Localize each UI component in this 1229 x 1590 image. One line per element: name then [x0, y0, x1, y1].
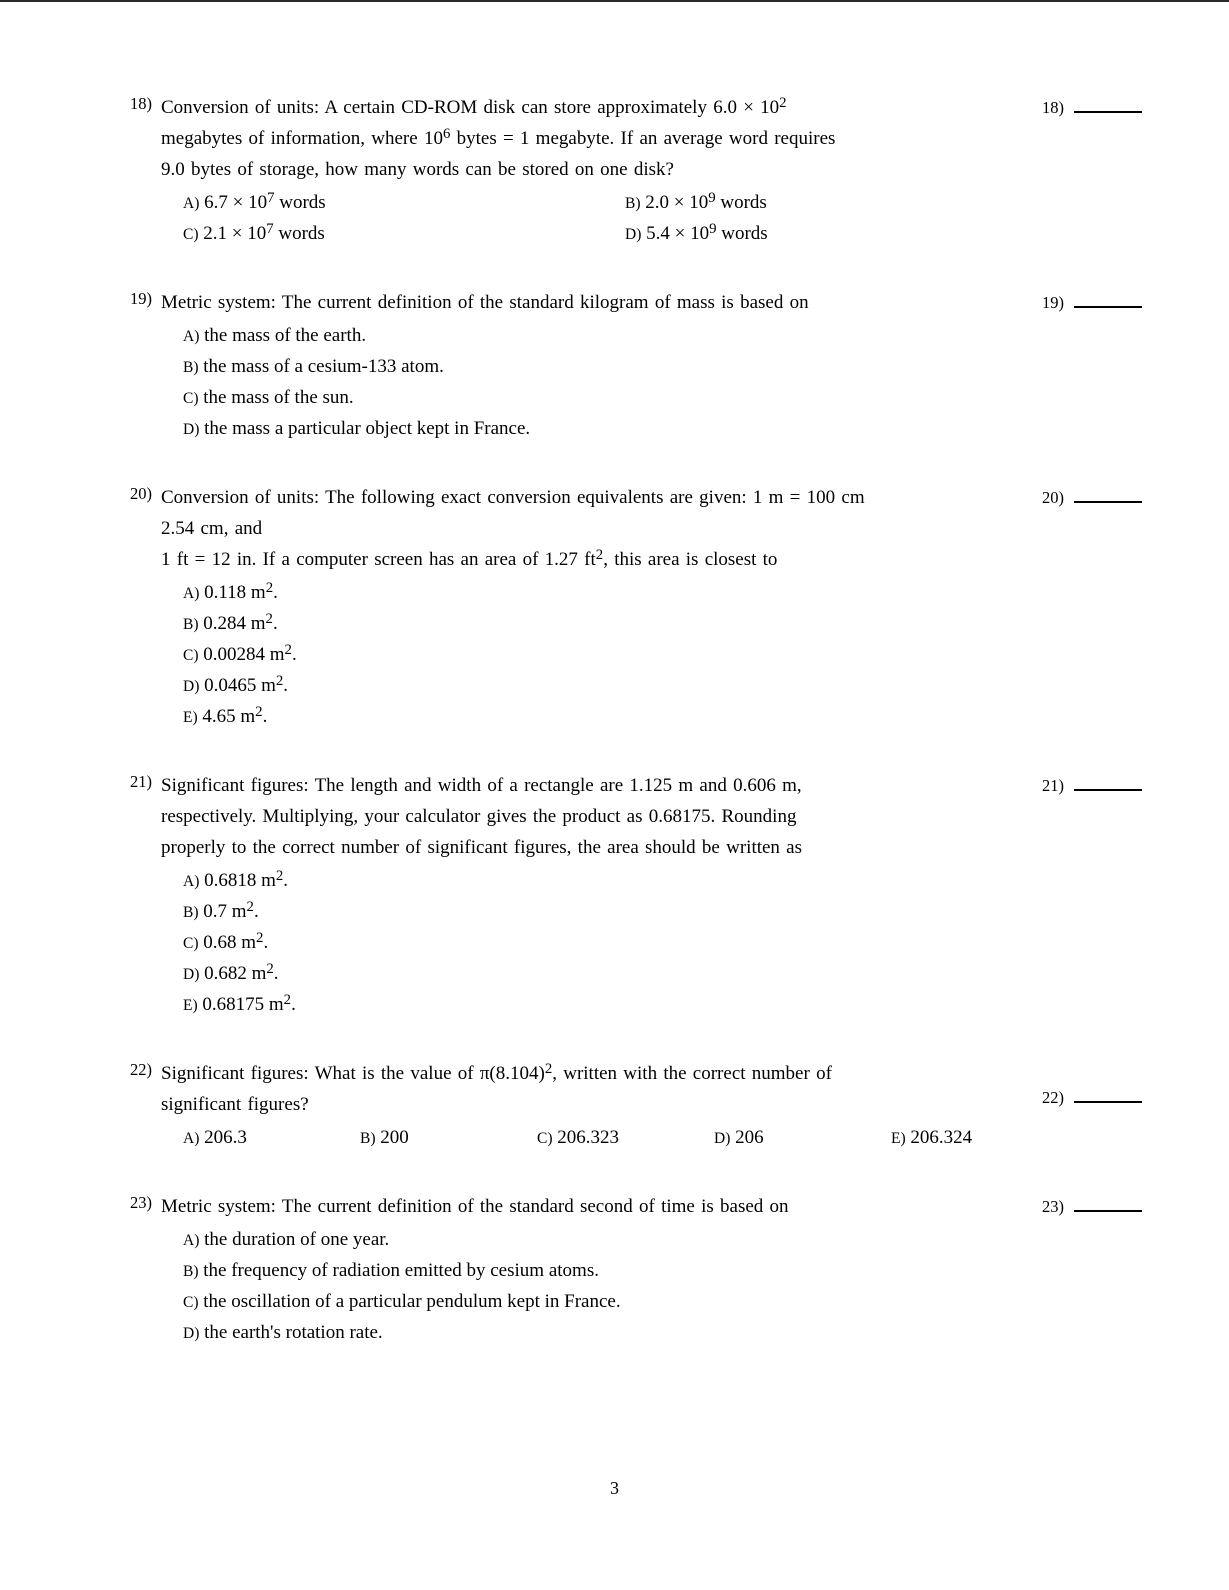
question-number: 18): [130, 94, 152, 113]
option-text: 0.118 $m^2$.: [204, 580, 278, 603]
option-label: E): [891, 1130, 906, 1147]
answer-label: 23): [1042, 1197, 1064, 1216]
question-text-line: 1 ft = 12 in. If a computer screen has an area of 1.27 $ft^2$, this area is closest to: [161, 547, 778, 570]
option-text: 0.284 $m^2$.: [203, 611, 278, 634]
option-text: 0.6818 $m^2$.: [204, 868, 289, 891]
question-23: [130, 1191, 1142, 1349]
option-e: [183, 702, 1142, 733]
option-label: A): [183, 328, 200, 345]
answer-blank-21: [1042, 772, 1142, 797]
option-text: 0.68175 $m^2$.: [202, 992, 296, 1015]
option-text: 0.682 $m^2$.: [204, 961, 279, 984]
option-text: 206.3: [204, 1127, 247, 1148]
answer-label: 21): [1042, 776, 1064, 795]
option-text: the mass of a cesium-133 atom.: [203, 356, 444, 377]
option-label: B): [360, 1130, 376, 1147]
option-label: B): [183, 904, 199, 921]
option-a: [183, 1123, 360, 1154]
option-label: B): [183, 1263, 199, 1280]
option-d: [714, 1123, 891, 1154]
answer-label: 19): [1042, 293, 1064, 312]
option-c: [183, 1287, 1142, 1318]
question-text-line: Conversion of units: A certain CD-ROM disk can store approximately $6.0 \times 10^2$: [161, 95, 787, 118]
option-text: the frequency of radiation emitted by cesium atoms.: [203, 1260, 599, 1281]
options-list: [130, 1123, 1142, 1154]
question-text: [161, 1191, 1142, 1222]
question-text: [161, 770, 1142, 863]
option-label: A): [183, 873, 200, 890]
option-d: [625, 219, 1142, 250]
answer-label: 20): [1042, 488, 1064, 507]
options-list: [130, 866, 1142, 1021]
question-text-line: 2.54 cm, and: [161, 518, 263, 539]
option-a: [183, 321, 1142, 352]
question-number: 22): [130, 1060, 152, 1079]
answer-blank-20: [1042, 484, 1142, 509]
option-text: $2.1 \times 10^7$ words: [203, 221, 325, 244]
page-number: 3: [610, 1478, 619, 1498]
answer-line: [1074, 1193, 1142, 1212]
question-text-line: megabytes of information, where $10^6$ bytes = 1 megabyte. If an average word requires: [161, 126, 836, 149]
option-label: D): [183, 421, 200, 438]
question-number: 19): [130, 289, 152, 308]
option-text: 0.0465 $m^2$.: [204, 673, 289, 696]
option-d: [183, 959, 1142, 990]
option-label: C): [537, 1130, 553, 1147]
option-b: [183, 609, 1142, 640]
option-label: C): [183, 647, 199, 664]
option-label: D): [183, 678, 200, 695]
question-text-line: Metric system: The current definition of the standard kilogram of mass is based on: [161, 292, 809, 313]
question-number: 20): [130, 484, 152, 503]
option-label: A): [183, 195, 200, 212]
option-c: [183, 640, 1142, 671]
option-label: B): [183, 359, 199, 376]
option-a: [183, 866, 1142, 897]
option-text: $2.0 \times 10^9$ words: [645, 190, 767, 213]
question-text: [161, 1058, 1142, 1120]
option-label: D): [714, 1130, 731, 1147]
question-text: [161, 92, 1142, 185]
option-text: 0.7 $m^2$.: [203, 899, 259, 922]
question-text-line: Significant figures: The length and width of a rectangle are 1.125 m and 0.606 m,: [161, 775, 802, 796]
option-label: D): [183, 966, 200, 983]
option-b: [183, 352, 1142, 383]
option-label: A): [183, 1130, 200, 1147]
option-c: [183, 928, 1142, 959]
option-label: C): [183, 226, 199, 243]
options-list: [130, 578, 1142, 733]
option-c: [183, 219, 625, 250]
question-number: 21): [130, 772, 152, 791]
option-b: [625, 188, 1142, 219]
answer-blank-19: [1042, 289, 1142, 314]
option-a: [183, 578, 1142, 609]
option-label: E): [183, 997, 198, 1014]
option-a: [183, 1225, 1142, 1256]
option-text: 0.00284 $m^2$.: [203, 642, 297, 665]
answer-label: 18): [1042, 98, 1064, 117]
option-text: 200: [380, 1127, 409, 1148]
option-text: the mass of the earth.: [204, 325, 367, 346]
option-label: D): [625, 226, 642, 243]
question-19: [130, 287, 1142, 445]
answer-line: [1074, 772, 1142, 791]
answer-line: [1074, 289, 1142, 308]
page-top-border: [0, 0, 1229, 2]
option-b: [360, 1123, 537, 1154]
answer-blank-22: [1042, 1084, 1142, 1109]
answer-label: 22): [1042, 1088, 1064, 1107]
option-text: 206.324: [910, 1127, 973, 1148]
option-a: [183, 188, 625, 219]
question-21: [130, 770, 1142, 1021]
question-20: [130, 482, 1142, 733]
question-text-line: Conversion of units: The following exact conversion equivalents are given: 1 m = 100 cm: [161, 487, 865, 508]
answer-blank-18: [1042, 94, 1142, 119]
options-list: [130, 188, 1142, 250]
option-e: [891, 1123, 972, 1154]
answer-blank-23: [1042, 1193, 1142, 1218]
option-d: [183, 1318, 1142, 1349]
question-22: [130, 1058, 1142, 1154]
answer-line: [1074, 1084, 1142, 1103]
option-label: C): [183, 390, 199, 407]
option-label: A): [183, 1232, 200, 1249]
option-label: C): [183, 1294, 199, 1311]
option-text: 4.65 $m^2$.: [202, 704, 268, 727]
option-b: [183, 897, 1142, 928]
question-text: [161, 482, 1142, 575]
option-label: D): [183, 1325, 200, 1342]
question-text-line: 9.0 bytes of storage, how many words can be stored on one disk?: [161, 159, 674, 180]
test-page: [130, 92, 1142, 1386]
option-label: B): [183, 616, 199, 633]
option-label: A): [183, 585, 200, 602]
options-list: [130, 1225, 1142, 1349]
option-c: [537, 1123, 714, 1154]
option-label: C): [183, 935, 199, 952]
answer-line: [1074, 94, 1142, 113]
question-text-line: Metric system: The current definition of the standard second of time is based on: [161, 1196, 789, 1217]
question-number: 23): [130, 1193, 152, 1212]
question-text-line: properly to the correct number of significant figures, the area should be written as: [161, 837, 803, 858]
option-text: the mass a particular object kept in France.: [204, 418, 531, 439]
question-18: [130, 92, 1142, 250]
question-text-line: Significant figures: What is the value of $\pi(8.104)^2$, written with the correct number of: [161, 1061, 832, 1084]
option-e: [183, 990, 1142, 1021]
option-text: 206.323: [557, 1127, 619, 1148]
option-text: 0.68 $m^2$.: [203, 930, 269, 953]
option-text: 206: [735, 1127, 764, 1148]
question-text-line: respectively. Multiplying, your calculator gives the product as 0.68175. Rounding: [161, 806, 797, 827]
option-text: the oscillation of a particular pendulum kept in France.: [203, 1291, 621, 1312]
option-text: $5.4 \times 10^9$ words: [646, 221, 768, 244]
option-text: the duration of one year.: [204, 1229, 390, 1250]
option-label: E): [183, 709, 198, 726]
option-c: [183, 383, 1142, 414]
option-text: the mass of the sun.: [203, 387, 354, 408]
question-text-line: significant figures?: [161, 1094, 309, 1115]
option-text: the earth's rotation rate.: [204, 1322, 383, 1343]
options-list: [130, 321, 1142, 445]
option-label: B): [625, 195, 641, 212]
question-text: [161, 287, 1142, 318]
option-text: $6.7 \times 10^7$ words: [204, 190, 326, 213]
option-d: [183, 671, 1142, 702]
option-b: [183, 1256, 1142, 1287]
answer-line: [1074, 484, 1142, 503]
option-d: [183, 414, 1142, 445]
